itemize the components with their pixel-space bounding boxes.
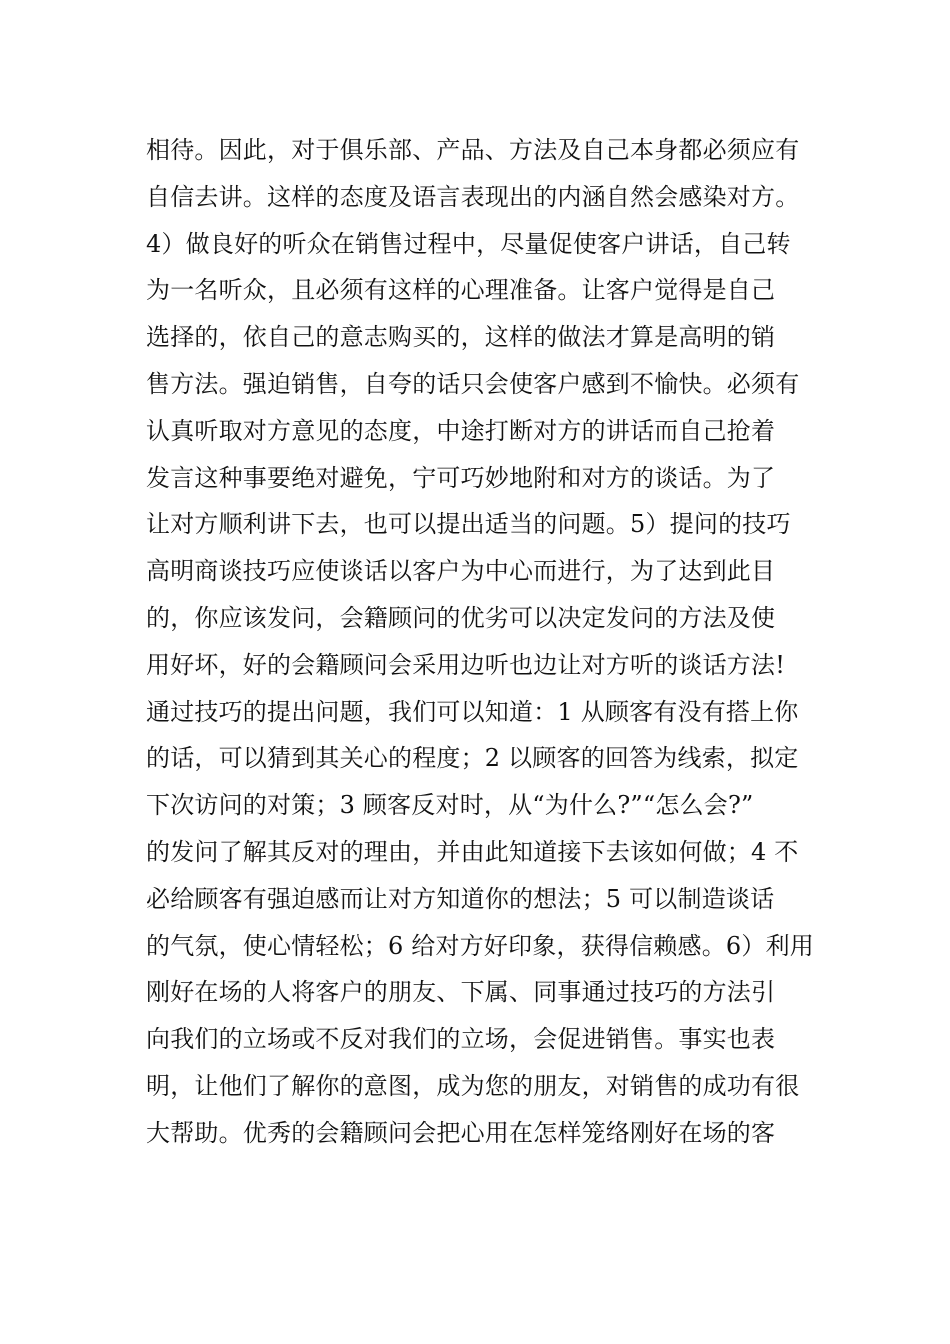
text-line-15: 下次访问的对策；3 顾客反对时，从“为什么?”“怎么会?” [146,791,754,820]
text-line-3: 4）做良好的听众在销售过程中，尽量促使客户讲话，自己转 [146,229,791,258]
text-line-8: 发言这种事要绝对避免，宁可巧妙地附和对方的谈话。为了 [146,463,776,492]
text-line-18: 的气氛，使心情轻松；6 给对方好印象，获得信赖感。6）利用 [146,931,814,960]
text-line-11: 的，你应该发问，会籍顾问的优劣可以决定发问的方法及使 [146,603,776,632]
text-line-1: 相待。因此，对于俱乐部、产品、方法及自己本身都必须应有 [146,136,800,164]
text-line-5: 选择的，依自己的意志购买的，这样的做法才算是高明的销 [146,323,776,352]
text-line-2: 自信去讲。这样的态度及语言表现出的内涵自然会感染对方。 [146,182,800,211]
text-line-13: 通过技巧的提出问题，我们可以知道：1 从顾客有没有搭上你 [146,697,799,726]
text-line-10: 高明商谈技巧应使谈话以客户为中心而进行，为了达到此目 [146,557,776,586]
body-text [146,127,826,1157]
text-line-6: 售方法。强迫销售，自夸的话只会使客户感到不愉快。必须有 [146,369,800,398]
text-line-16: 的发问了解其反对的理由，并由此知道接下去该如何做；4 不 [146,837,799,866]
text-line-12: 用好坏，好的会籍顾问会采用边听也边让对方听的谈话方法! [146,650,786,679]
text-line-21: 明，让他们了解你的意图，成为您的朋友，对销售的成功有很 [146,1071,800,1100]
text-line-22: 大帮助。优秀的会籍顾问会把心用在怎样笼络刚好在场的客 [146,1118,776,1147]
text-line-9: 让对方顺利讲下去，也可以提出适当的问题。5）提问的技巧 [146,510,791,539]
text-line-4: 为一名听众，且必须有这样的心理准备。让客户觉得是自己 [146,276,776,305]
text-line-7: 认真听取对方意见的态度，中途打断对方的讲话而自己抢着 [146,416,776,445]
text-line-19: 刚好在场的人将客户的朋友、下属、同事通过技巧的方法引 [146,978,776,1007]
text-line-20: 向我们的立场或不反对我们的立场，会促进销售。事实也表 [146,1025,776,1054]
text-line-14: 的话，可以猜到其关心的程度；2 以顾客的回答为线索，拟定 [146,744,799,773]
text-line-17: 必给顾客有强迫感而让对方知道你的想法；5 可以制造谈话 [146,884,775,913]
